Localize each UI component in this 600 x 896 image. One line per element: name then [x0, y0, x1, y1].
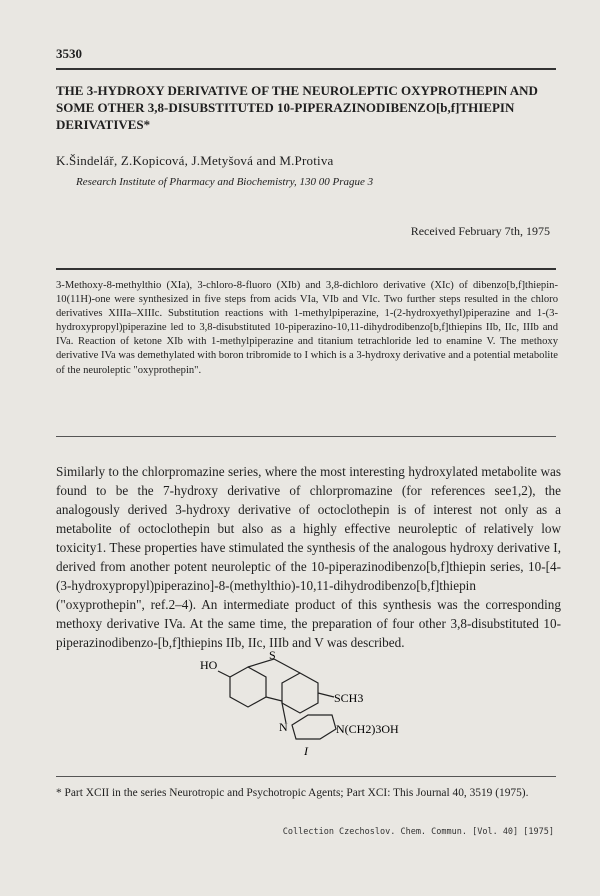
sulfur-label: S [269, 648, 276, 662]
footnote-rule [56, 776, 556, 777]
received-date: Received February 7th, 1975 [410, 224, 550, 238]
header-rule [56, 68, 556, 70]
authors: K.Šindelář, Z.Kopicová, J.Metyšová and M.Protiva [56, 153, 334, 168]
article-title: THE 3-HYDROXY DERIVATIVE OF THE NEUROLEPTIC OXYPROTHEPIN AND SOME OTHER 3,8-DISUBSTITUTED 10-PIPERAZINODIBENZO[b,f]THIEPIN DERIVATIVES* [56, 83, 538, 132]
journal-footer: Collection Czechoslov. Chem. Commun. [Vol. 40] [1975] [282, 827, 554, 837]
ho-label: HO [200, 658, 218, 672]
n2-label: N(CH2)3OH [336, 722, 399, 736]
abstract-bottom-rule [56, 436, 556, 437]
chemical-structure [196, 647, 426, 759]
abstract: 3-Methoxy-8-methylthio (XIa), 3-chloro-8-fluoro (XIb) and 3,8-dichloro derivative (XIc) of dibenzo[b,f]thiepin-10(11H)-one were synthesized in five steps from acids VIa, VIb and VIc. Two further steps resulted in the chloro derivatives XIIIa–XIIIc. Substitution reactions with 1-methylpiperazine, 1-(2-hydroxyethyl)piperazine and 1-(3-hydroxypropyl)piperazine led to 3,8-disubstituted 10-piperazino-10,11-dihydrodibenzo[b,f]thiepins IIb, IIc, IIIb and IVa. Reaction of ketone XIb with 1-methylpiperazine and titanium tetrachloride led to enamine V. The methoxy derivative IVa was demethylated with boron tribromide to I which is a 3-hydroxy derivative and a potential metabolite of the neuroleptic "oxyprothepin". [56, 280, 558, 376]
page-number: 3530 [56, 46, 82, 61]
n1-label: N [279, 720, 288, 734]
footnote: * Part XCII in the series Neurotropic and Psychotropic Agents; Part XCI: This Journal 40, 3519 (1975). [56, 787, 529, 799]
abstract-top-rule [56, 268, 556, 270]
sch3-label: SCH3 [334, 691, 364, 705]
affiliation: Research Institute of Pharmacy and Biochemistry, 130 00 Prague 3 [76, 176, 374, 188]
compound-label: I [304, 744, 308, 758]
body-paragraph: Similarly to the chlorpromazine series, where the most interesting hydroxylated metabolite was found to be the 7-hydroxy derivative of chlorpromazine (for references see1,2), the analogously derived 3-hydroxy derivative of octoclothepin is of interest not only as a metabolite of octoclothepin but also as a highly effective neuroleptic of relatively low toxicity1. These properties have stimulated the synthesis of the analogous hydroxy derivative I, derived from another potent neuroleptic of the 10-piperazinodibenzo[b,f]thiepin series, 10-[4-(3-hydroxypropyl)piperazino]-8-(methylthio)-10,11-dihydrodibenzo[b,f]thiepin ("oxyprothepin", ref.2–4). An intermediate product of this synthesis was the corresponding methoxy derivative IVa. At the same time, the preparation of four other 3,8-disubstituted 10-piperazinodibenzo-[b,f]thiepins IIb, IIc, IIIb and V was described. [56, 464, 561, 650]
